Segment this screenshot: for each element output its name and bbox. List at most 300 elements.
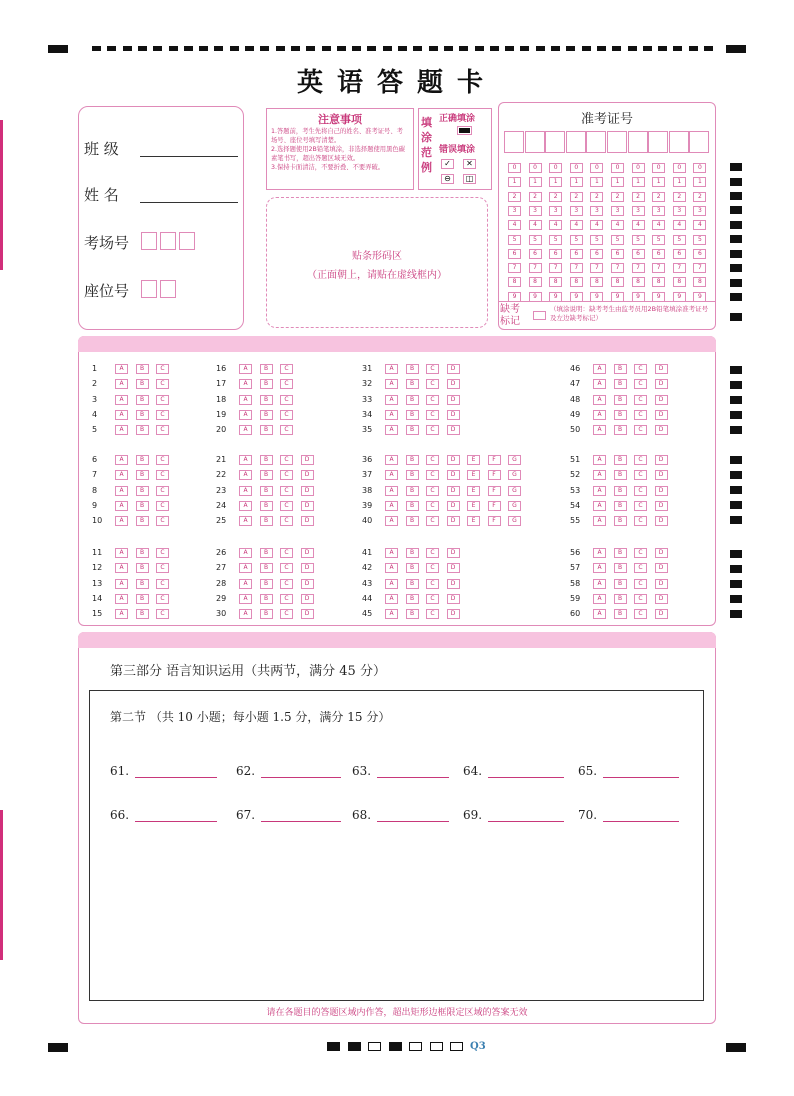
mc-option-bubble[interactable]: A: [115, 410, 128, 420]
mc-option-bubble[interactable]: C: [280, 410, 293, 420]
mc-option-bubble[interactable]: B: [136, 470, 149, 480]
mc-option-bubble[interactable]: E: [467, 516, 480, 526]
admission-digit-bubble[interactable]: 6: [529, 249, 542, 259]
mc-option-bubble[interactable]: B: [260, 364, 273, 374]
mc-option-bubble[interactable]: B: [614, 364, 627, 374]
mc-option-bubble[interactable]: A: [239, 579, 252, 589]
mc-option-bubble[interactable]: D: [301, 470, 314, 480]
mc-option-bubble[interactable]: C: [634, 594, 647, 604]
mc-option-bubble[interactable]: D: [447, 579, 460, 589]
mc-option-bubble[interactable]: D: [447, 594, 460, 604]
mc-option-bubble[interactable]: G: [508, 470, 521, 480]
mc-option-bubble[interactable]: B: [406, 410, 419, 420]
mc-option-bubble[interactable]: B: [614, 486, 627, 496]
mc-option-bubble[interactable]: A: [385, 579, 398, 589]
mc-option-bubble[interactable]: A: [115, 425, 128, 435]
mc-option-bubble[interactable]: A: [593, 379, 606, 389]
admission-digit-bubble[interactable]: 4: [611, 220, 624, 230]
fill-blank-line[interactable]: [135, 765, 217, 778]
mc-option-bubble[interactable]: A: [115, 563, 128, 573]
mc-option-bubble[interactable]: C: [426, 609, 439, 619]
mc-option-bubble[interactable]: B: [260, 455, 273, 465]
mc-option-bubble[interactable]: A: [593, 486, 606, 496]
mc-option-bubble[interactable]: C: [280, 470, 293, 480]
mc-option-bubble[interactable]: B: [260, 516, 273, 526]
mc-option-bubble[interactable]: A: [115, 594, 128, 604]
mc-option-bubble[interactable]: A: [385, 410, 398, 420]
mc-option-bubble[interactable]: G: [508, 455, 521, 465]
mc-option-bubble[interactable]: B: [406, 548, 419, 558]
mc-option-bubble[interactable]: C: [156, 425, 169, 435]
admission-digit-bubble[interactable]: 9: [529, 292, 542, 302]
admission-digit-bubble[interactable]: 4: [549, 220, 562, 230]
mc-option-bubble[interactable]: B: [406, 516, 419, 526]
mc-option-bubble[interactable]: A: [385, 501, 398, 511]
admission-digit-bubble[interactable]: 5: [549, 235, 562, 245]
mc-option-bubble[interactable]: C: [156, 501, 169, 511]
mc-option-bubble[interactable]: B: [614, 594, 627, 604]
admission-digit-bubble[interactable]: 0: [529, 163, 542, 173]
mc-option-bubble[interactable]: A: [239, 364, 252, 374]
mc-option-bubble[interactable]: D: [447, 609, 460, 619]
fill-blank-line[interactable]: [603, 765, 679, 778]
mc-option-bubble[interactable]: C: [634, 501, 647, 511]
mc-option-bubble[interactable]: D: [301, 501, 314, 511]
mc-option-bubble[interactable]: A: [385, 516, 398, 526]
mc-option-bubble[interactable]: A: [115, 579, 128, 589]
mc-option-bubble[interactable]: A: [239, 609, 252, 619]
mc-option-bubble[interactable]: C: [426, 563, 439, 573]
mc-option-bubble[interactable]: D: [447, 379, 460, 389]
mc-option-bubble[interactable]: D: [655, 594, 668, 604]
mc-option-bubble[interactable]: B: [260, 579, 273, 589]
admission-digit-bubble[interactable]: 6: [673, 249, 686, 259]
mc-option-bubble[interactable]: C: [156, 516, 169, 526]
mc-option-bubble[interactable]: A: [593, 410, 606, 420]
mc-option-bubble[interactable]: B: [136, 516, 149, 526]
mc-option-bubble[interactable]: B: [136, 486, 149, 496]
mc-option-bubble[interactable]: C: [280, 379, 293, 389]
mc-option-bubble[interactable]: B: [260, 563, 273, 573]
mc-option-bubble[interactable]: F: [488, 455, 501, 465]
mc-option-bubble[interactable]: C: [280, 563, 293, 573]
admission-digit-bubble[interactable]: 0: [611, 163, 624, 173]
mc-option-bubble[interactable]: B: [260, 470, 273, 480]
fill-blank-line[interactable]: [488, 765, 564, 778]
mc-option-bubble[interactable]: B: [406, 486, 419, 496]
admission-digit-bubble[interactable]: 2: [549, 192, 562, 202]
admission-digit-bubble[interactable]: 2: [611, 192, 624, 202]
admission-digit-bubble[interactable]: 2: [570, 192, 583, 202]
mc-option-bubble[interactable]: B: [406, 425, 419, 435]
admission-digit-bubble[interactable]: 6: [632, 249, 645, 259]
mc-option-bubble[interactable]: A: [593, 455, 606, 465]
mc-option-bubble[interactable]: A: [593, 425, 606, 435]
fill-blank-line[interactable]: [603, 809, 679, 822]
mc-option-bubble[interactable]: A: [239, 410, 252, 420]
mc-option-bubble[interactable]: D: [301, 455, 314, 465]
mc-option-bubble[interactable]: D: [655, 379, 668, 389]
admission-digit-bubble[interactable]: 5: [529, 235, 542, 245]
mc-option-bubble[interactable]: A: [385, 548, 398, 558]
admission-digit-bubble[interactable]: 4: [508, 220, 521, 230]
mc-option-bubble[interactable]: B: [136, 410, 149, 420]
mc-option-bubble[interactable]: C: [426, 364, 439, 374]
mc-option-bubble[interactable]: F: [488, 501, 501, 511]
admission-digit-bubble[interactable]: 9: [570, 292, 583, 302]
admission-digit-bubble[interactable]: 3: [590, 206, 603, 216]
mc-option-bubble[interactable]: D: [655, 516, 668, 526]
admission-digit-bubble[interactable]: 1: [508, 177, 521, 187]
mc-option-bubble[interactable]: D: [655, 563, 668, 573]
mc-option-bubble[interactable]: B: [614, 548, 627, 558]
mc-option-bubble[interactable]: D: [655, 470, 668, 480]
admission-digit-cell[interactable]: [628, 131, 648, 153]
mc-option-bubble[interactable]: A: [593, 364, 606, 374]
mc-option-bubble[interactable]: B: [406, 455, 419, 465]
mc-option-bubble[interactable]: D: [301, 486, 314, 496]
admission-digit-cell[interactable]: [525, 131, 545, 153]
mc-option-bubble[interactable]: C: [156, 609, 169, 619]
fill-blank-line[interactable]: [135, 809, 217, 822]
mc-option-bubble[interactable]: A: [593, 563, 606, 573]
mc-option-bubble[interactable]: E: [467, 486, 480, 496]
mc-option-bubble[interactable]: D: [447, 486, 460, 496]
admission-digit-cell[interactable]: [586, 131, 606, 153]
mc-option-bubble[interactable]: A: [115, 364, 128, 374]
mc-option-bubble[interactable]: B: [614, 563, 627, 573]
mc-option-bubble[interactable]: B: [614, 410, 627, 420]
mc-option-bubble[interactable]: B: [136, 379, 149, 389]
admission-digit-bubble[interactable]: 3: [611, 206, 624, 216]
mc-option-bubble[interactable]: C: [156, 470, 169, 480]
mc-option-bubble[interactable]: D: [447, 364, 460, 374]
mc-option-bubble[interactable]: B: [406, 594, 419, 604]
admission-digit-bubble[interactable]: 1: [693, 177, 706, 187]
admission-digit-bubble[interactable]: 3: [549, 206, 562, 216]
mc-option-bubble[interactable]: B: [260, 486, 273, 496]
admission-digit-bubble[interactable]: 3: [673, 206, 686, 216]
mc-option-bubble[interactable]: B: [136, 455, 149, 465]
admission-digit-bubble[interactable]: 7: [693, 263, 706, 273]
mc-option-bubble[interactable]: B: [260, 379, 273, 389]
mc-option-bubble[interactable]: D: [301, 516, 314, 526]
mc-option-bubble[interactable]: B: [136, 594, 149, 604]
admission-digit-bubble[interactable]: 0: [570, 163, 583, 173]
mc-option-bubble[interactable]: A: [385, 486, 398, 496]
mc-option-bubble[interactable]: C: [156, 364, 169, 374]
mc-option-bubble[interactable]: B: [406, 379, 419, 389]
admission-digit-bubble[interactable]: 6: [508, 249, 521, 259]
mc-option-bubble[interactable]: D: [301, 563, 314, 573]
mc-option-bubble[interactable]: C: [280, 395, 293, 405]
admission-digit-bubble[interactable]: 9: [549, 292, 562, 302]
admission-digit-bubble[interactable]: 1: [529, 177, 542, 187]
mc-option-bubble[interactable]: C: [280, 579, 293, 589]
mc-option-bubble[interactable]: F: [488, 470, 501, 480]
admission-digit-bubble[interactable]: 8: [570, 277, 583, 287]
mc-option-bubble[interactable]: B: [260, 395, 273, 405]
mc-option-bubble[interactable]: D: [655, 579, 668, 589]
fill-blank-line[interactable]: [488, 809, 564, 822]
mc-option-bubble[interactable]: A: [239, 501, 252, 511]
mc-option-bubble[interactable]: D: [655, 425, 668, 435]
admission-digit-bubble[interactable]: 6: [611, 249, 624, 259]
mc-option-bubble[interactable]: C: [280, 548, 293, 558]
admission-digit-bubble[interactable]: 7: [611, 263, 624, 273]
admission-digit-bubble[interactable]: 9: [590, 292, 603, 302]
mc-option-bubble[interactable]: E: [467, 455, 480, 465]
mc-option-bubble[interactable]: A: [593, 579, 606, 589]
mc-option-bubble[interactable]: A: [385, 395, 398, 405]
mc-option-bubble[interactable]: G: [508, 486, 521, 496]
mc-option-bubble[interactable]: C: [280, 425, 293, 435]
admission-digit-bubble[interactable]: 9: [611, 292, 624, 302]
mc-option-bubble[interactable]: A: [115, 455, 128, 465]
mc-option-bubble[interactable]: C: [426, 516, 439, 526]
mc-option-bubble[interactable]: F: [488, 486, 501, 496]
mc-option-bubble[interactable]: B: [614, 425, 627, 435]
mc-option-bubble[interactable]: B: [406, 609, 419, 619]
mc-option-bubble[interactable]: A: [115, 516, 128, 526]
mc-option-bubble[interactable]: C: [426, 425, 439, 435]
admission-digit-bubble[interactable]: 8: [549, 277, 562, 287]
mc-option-bubble[interactable]: D: [655, 410, 668, 420]
admission-digit-bubble[interactable]: 1: [570, 177, 583, 187]
mc-option-bubble[interactable]: B: [614, 609, 627, 619]
mc-option-bubble[interactable]: G: [508, 501, 521, 511]
mc-option-bubble[interactable]: B: [614, 455, 627, 465]
mc-option-bubble[interactable]: A: [593, 470, 606, 480]
admission-digit-cell[interactable]: [689, 131, 709, 153]
mc-option-bubble[interactable]: A: [115, 395, 128, 405]
admission-digit-bubble[interactable]: 3: [570, 206, 583, 216]
fill-blank-line[interactable]: [377, 765, 449, 778]
admission-digit-bubble[interactable]: 3: [632, 206, 645, 216]
mc-option-bubble[interactable]: C: [156, 379, 169, 389]
mc-option-bubble[interactable]: B: [260, 501, 273, 511]
admission-digit-cell[interactable]: [607, 131, 627, 153]
absent-mark-bubble[interactable]: [533, 311, 546, 320]
admission-digit-bubble[interactable]: 8: [529, 277, 542, 287]
fill-blank-line[interactable]: [377, 809, 449, 822]
mc-option-bubble[interactable]: C: [426, 594, 439, 604]
mc-option-bubble[interactable]: B: [406, 395, 419, 405]
admission-digit-bubble[interactable]: 8: [611, 277, 624, 287]
mc-option-bubble[interactable]: B: [614, 470, 627, 480]
mc-option-bubble[interactable]: C: [426, 410, 439, 420]
admission-digit-bubble[interactable]: 3: [693, 206, 706, 216]
mc-option-bubble[interactable]: A: [593, 548, 606, 558]
admission-digit-bubble[interactable]: 7: [508, 263, 521, 273]
admission-digit-bubble[interactable]: 2: [529, 192, 542, 202]
admission-digit-cell[interactable]: [504, 131, 524, 153]
mc-option-bubble[interactable]: D: [447, 516, 460, 526]
mc-option-bubble[interactable]: A: [115, 501, 128, 511]
mc-option-bubble[interactable]: C: [280, 455, 293, 465]
mc-option-bubble[interactable]: C: [634, 455, 647, 465]
admission-digit-bubble[interactable]: 6: [549, 249, 562, 259]
mc-option-bubble[interactable]: C: [634, 395, 647, 405]
mc-option-bubble[interactable]: C: [156, 594, 169, 604]
admission-digit-bubble[interactable]: 3: [508, 206, 521, 216]
mc-option-bubble[interactable]: B: [406, 364, 419, 374]
mc-option-bubble[interactable]: A: [593, 395, 606, 405]
mc-option-bubble[interactable]: C: [634, 548, 647, 558]
admission-digit-bubble[interactable]: 7: [549, 263, 562, 273]
admission-digit-bubble[interactable]: 5: [508, 235, 521, 245]
mc-option-bubble[interactable]: D: [447, 470, 460, 480]
mc-option-bubble[interactable]: D: [447, 410, 460, 420]
mc-option-bubble[interactable]: A: [385, 563, 398, 573]
mc-option-bubble[interactable]: B: [136, 563, 149, 573]
admission-digit-bubble[interactable]: 1: [632, 177, 645, 187]
admission-digit-bubble[interactable]: 0: [673, 163, 686, 173]
admission-digit-bubble[interactable]: 4: [570, 220, 583, 230]
admission-digit-bubble[interactable]: 0: [590, 163, 603, 173]
admission-digit-bubble[interactable]: 5: [652, 235, 665, 245]
mc-option-bubble[interactable]: C: [634, 379, 647, 389]
admission-digit-bubble[interactable]: 0: [632, 163, 645, 173]
admission-digit-bubble[interactable]: 8: [673, 277, 686, 287]
admission-digit-bubble[interactable]: 2: [673, 192, 686, 202]
admission-digit-cell[interactable]: [545, 131, 565, 153]
mc-option-bubble[interactable]: D: [447, 501, 460, 511]
admission-digit-bubble[interactable]: 7: [529, 263, 542, 273]
mc-option-bubble[interactable]: B: [136, 609, 149, 619]
admission-digit-bubble[interactable]: 5: [611, 235, 624, 245]
fill-blank-line[interactable]: [261, 809, 341, 822]
mc-option-bubble[interactable]: B: [406, 579, 419, 589]
mc-option-bubble[interactable]: A: [239, 395, 252, 405]
mc-option-bubble[interactable]: A: [239, 470, 252, 480]
mc-option-bubble[interactable]: C: [280, 501, 293, 511]
room-digit-box[interactable]: [179, 232, 195, 250]
mc-option-bubble[interactable]: C: [634, 609, 647, 619]
admission-digit-bubble[interactable]: 5: [693, 235, 706, 245]
admission-digit-bubble[interactable]: 4: [632, 220, 645, 230]
mc-option-bubble[interactable]: C: [156, 395, 169, 405]
mc-option-bubble[interactable]: A: [239, 455, 252, 465]
mc-option-bubble[interactable]: A: [115, 548, 128, 558]
admission-digit-bubble[interactable]: 5: [590, 235, 603, 245]
mc-option-bubble[interactable]: A: [593, 594, 606, 604]
mc-option-bubble[interactable]: C: [634, 410, 647, 420]
admission-digit-bubble[interactable]: 4: [693, 220, 706, 230]
mc-option-bubble[interactable]: B: [136, 548, 149, 558]
admission-digit-bubble[interactable]: 0: [652, 163, 665, 173]
mc-option-bubble[interactable]: C: [156, 455, 169, 465]
mc-option-bubble[interactable]: B: [614, 395, 627, 405]
admission-digit-bubble[interactable]: 4: [652, 220, 665, 230]
mc-option-bubble[interactable]: C: [634, 470, 647, 480]
mc-option-bubble[interactable]: C: [634, 579, 647, 589]
admission-digit-bubble[interactable]: 6: [570, 249, 583, 259]
admission-digit-bubble[interactable]: 8: [508, 277, 521, 287]
mc-option-bubble[interactable]: C: [426, 501, 439, 511]
mc-option-bubble[interactable]: A: [385, 425, 398, 435]
mc-option-bubble[interactable]: B: [260, 410, 273, 420]
mc-option-bubble[interactable]: B: [260, 594, 273, 604]
mc-option-bubble[interactable]: B: [614, 579, 627, 589]
admission-digit-bubble[interactable]: 6: [590, 249, 603, 259]
admission-digit-bubble[interactable]: 8: [693, 277, 706, 287]
admission-digit-bubble[interactable]: 7: [570, 263, 583, 273]
mc-option-bubble[interactable]: B: [260, 609, 273, 619]
name-field[interactable]: [140, 202, 238, 203]
mc-option-bubble[interactable]: B: [406, 501, 419, 511]
admission-digit-bubble[interactable]: 1: [611, 177, 624, 187]
mc-option-bubble[interactable]: B: [136, 364, 149, 374]
mc-option-bubble[interactable]: D: [301, 609, 314, 619]
class-field[interactable]: [140, 156, 238, 157]
admission-digit-bubble[interactable]: 6: [652, 249, 665, 259]
admission-digit-bubble[interactable]: 9: [652, 292, 665, 302]
admission-digit-bubble[interactable]: 7: [632, 263, 645, 273]
mc-option-bubble[interactable]: C: [156, 486, 169, 496]
mc-option-bubble[interactable]: A: [385, 379, 398, 389]
mc-option-bubble[interactable]: G: [508, 516, 521, 526]
mc-option-bubble[interactable]: D: [655, 455, 668, 465]
mc-option-bubble[interactable]: A: [115, 470, 128, 480]
mc-option-bubble[interactable]: C: [634, 486, 647, 496]
mc-option-bubble[interactable]: C: [634, 563, 647, 573]
mc-option-bubble[interactable]: D: [301, 594, 314, 604]
admission-digit-cell[interactable]: [566, 131, 586, 153]
mc-option-bubble[interactable]: C: [426, 395, 439, 405]
mc-option-bubble[interactable]: B: [260, 548, 273, 558]
mc-option-bubble[interactable]: A: [239, 548, 252, 558]
mc-option-bubble[interactable]: A: [239, 594, 252, 604]
mc-option-bubble[interactable]: D: [655, 364, 668, 374]
mc-option-bubble[interactable]: D: [655, 548, 668, 558]
mc-option-bubble[interactable]: A: [385, 609, 398, 619]
mc-option-bubble[interactable]: B: [260, 425, 273, 435]
admission-digit-bubble[interactable]: 0: [508, 163, 521, 173]
mc-option-bubble[interactable]: B: [406, 563, 419, 573]
mc-option-bubble[interactable]: B: [136, 395, 149, 405]
mc-option-bubble[interactable]: C: [156, 579, 169, 589]
mc-option-bubble[interactable]: A: [115, 486, 128, 496]
mc-option-bubble[interactable]: B: [614, 516, 627, 526]
admission-digit-bubble[interactable]: 4: [673, 220, 686, 230]
admission-digit-cell[interactable]: [669, 131, 689, 153]
admission-digit-bubble[interactable]: 2: [693, 192, 706, 202]
mc-option-bubble[interactable]: E: [467, 501, 480, 511]
admission-digit-bubble[interactable]: 6: [693, 249, 706, 259]
mc-option-bubble[interactable]: D: [301, 548, 314, 558]
admission-digit-bubble[interactable]: 9: [508, 292, 521, 302]
mc-option-bubble[interactable]: A: [239, 425, 252, 435]
mc-option-bubble[interactable]: C: [634, 516, 647, 526]
mc-option-bubble[interactable]: A: [385, 364, 398, 374]
mc-option-bubble[interactable]: C: [280, 516, 293, 526]
mc-option-bubble[interactable]: A: [239, 486, 252, 496]
admission-digit-bubble[interactable]: 5: [632, 235, 645, 245]
mc-option-bubble[interactable]: A: [593, 516, 606, 526]
mc-option-bubble[interactable]: B: [614, 379, 627, 389]
seat-digit-box[interactable]: [141, 280, 157, 298]
mc-option-bubble[interactable]: A: [385, 594, 398, 604]
mc-option-bubble[interactable]: C: [426, 486, 439, 496]
mc-option-bubble[interactable]: B: [136, 579, 149, 589]
mc-option-bubble[interactable]: A: [385, 470, 398, 480]
admission-digit-bubble[interactable]: 8: [590, 277, 603, 287]
mc-option-bubble[interactable]: C: [426, 379, 439, 389]
mc-option-bubble[interactable]: D: [447, 455, 460, 465]
admission-digit-bubble[interactable]: 2: [508, 192, 521, 202]
fill-blank-line[interactable]: [261, 765, 341, 778]
